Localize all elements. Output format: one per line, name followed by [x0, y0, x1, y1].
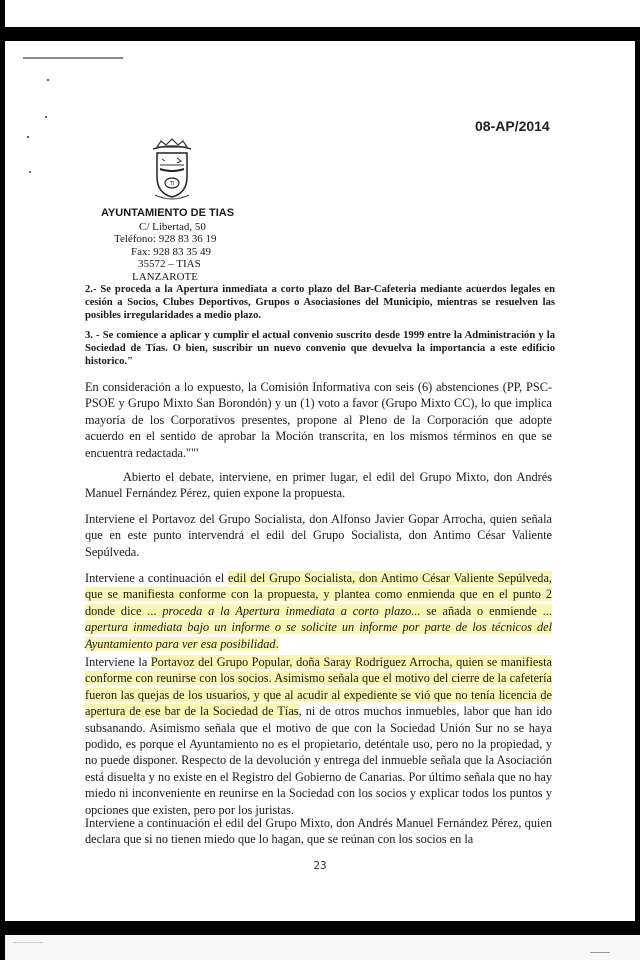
scan-artifact-line [590, 952, 610, 953]
scan-speck [29, 171, 31, 173]
document-code: 08-AP/2014 [475, 118, 550, 134]
letterhead [101, 207, 301, 284]
paragraph-valiente [85, 570, 552, 652]
point-2: 2.- Se proceda a la Apertura inmediata a corto plazo del Bar-Cafeteria mediante acuerdos legales en cesión a Socios, Clubes Deportivos, Grupos o Asociasiones del Municipio, mientras se resuelven las posibles irregularidades a medio plazo. [85, 284, 555, 321]
fax: Fax: 928 83 35 49 [131, 245, 212, 258]
paragraph-debate: Abierto el debate, interviene, en primer lugar, el edil del Grupo Mixto, don Andrés Manuel Fernández Pérez, quien expone la propuesta. [85, 470, 552, 501]
previous-page-strip [5, 0, 640, 27]
text: Interviene la [85, 655, 151, 669]
scan-speck [45, 116, 47, 118]
page-number: 23 [313, 859, 327, 872]
svg-text:TI: TI [169, 181, 175, 187]
point-3: 3. - Se comience a aplicar y cumplir el actual convenio suscrito desde 1999 entre la Administración y la Sociedad de Tías. O bien, suscribir un nuevo convenio que devuelva la importancia a este edificio historico." [85, 330, 555, 367]
paragraph-consideracion: En consideración a lo expuesto, la Comisión Informativa con seis (6) abstenciones (PP, PSC-PSOE y Grupo Mixto San Borondón) y un (1) voto a favor (Grupo Mixto CC), lo que implica mayoría de los Corporativos presentes, propone al Pleno de la Corporación que adopte acuerdo en el sentido de aprobar la Moción transcrita, en los mismos términos en que se encuentra redactada.""' [85, 380, 552, 460]
next-page-strip [5, 935, 640, 960]
organization-name: AYUNTAMIENTO DE TIAS [101, 207, 235, 219]
paragraph-mixto: Interviene a continuación el edil del Grupo Mixto, don Andrés Manuel Fernández Pérez, quien declara que si no tienen miedo que lo hagan, que se reúnan con los socios en la [85, 816, 552, 847]
scan-artifact-line [23, 57, 123, 59]
phone: Teléfono: 928 83 36 19 [114, 233, 217, 246]
highlighted-italic-text: proceda a la Apertura inmediata a corto plazo... [162, 603, 421, 618]
address: C/ Libertad, 50 [139, 220, 206, 233]
municipal-crest-icon [147, 137, 197, 203]
text: , ni de otros muchos inmuebles, labor que han ido subsanando. Asimismo señala que el motivo de que con la Sociedad Unión Sur no se haya podido, es porque el Ayuntamiento no es el propietario, deténtale uso, pero no la propiedad, y no puede disponer. Respecto de la devolución y entrega del inmueble señala que la Asociación está disuelta y no existe en el Registro del Gobierno de Canarias. Por último señala que no hay miedo ni inconveniente en reunirse en la Sociedad con los socios y explicar todos los puntos y opciones que existen, pero por los juristas. [85, 704, 552, 817]
highlighted-text: Portavoz del Grupo Popular, doña Saray Rodríguez Arrocha, quien se manifiesta conforme con reunirse con los socios. Asimismo señala que el motivo del cierre de la cafetería fueron las quejas de los usuarios, y que al acudir al expediente se vió que no tenía licencia de apertura de ese bar de la Sociedad de Tías [85, 655, 552, 719]
island: LANZAROTE [132, 270, 198, 283]
highlighted-text: edil del Grupo Socialista, don Antimo César Valiente Sepúlveda, que se manifiesta conforme con la propuesta, y plantea como enmienda que en el punto 2 donde dice ... [85, 571, 552, 618]
highlighted-text: se añada o enmiende ... [420, 603, 552, 618]
highlighted-italic-text: apertura inmediata bajo un informe o se solicite un informe por parte de los técnicos del Ayuntamiento para ver esa posibilidad [85, 620, 552, 651]
text: Interviene a continuación el [85, 571, 228, 585]
scan-speck [27, 136, 29, 138]
highlighted-text: . [275, 636, 279, 651]
scan-artifact-line [13, 942, 43, 943]
paragraph-popular [85, 654, 552, 818]
paragraph-portavoz-socialista: Interviene el Portavoz del Grupo Socialista, don Alfonso Javier Gopar Arrocha, quien señala que en este punto intervendrá el edil del Grupo Socialista, don Antimo César Valiente Sepúlveda. [85, 512, 552, 559]
scan-speck [47, 79, 49, 81]
postal-code: 35572 – TIAS [138, 258, 201, 271]
document-page [5, 41, 635, 921]
